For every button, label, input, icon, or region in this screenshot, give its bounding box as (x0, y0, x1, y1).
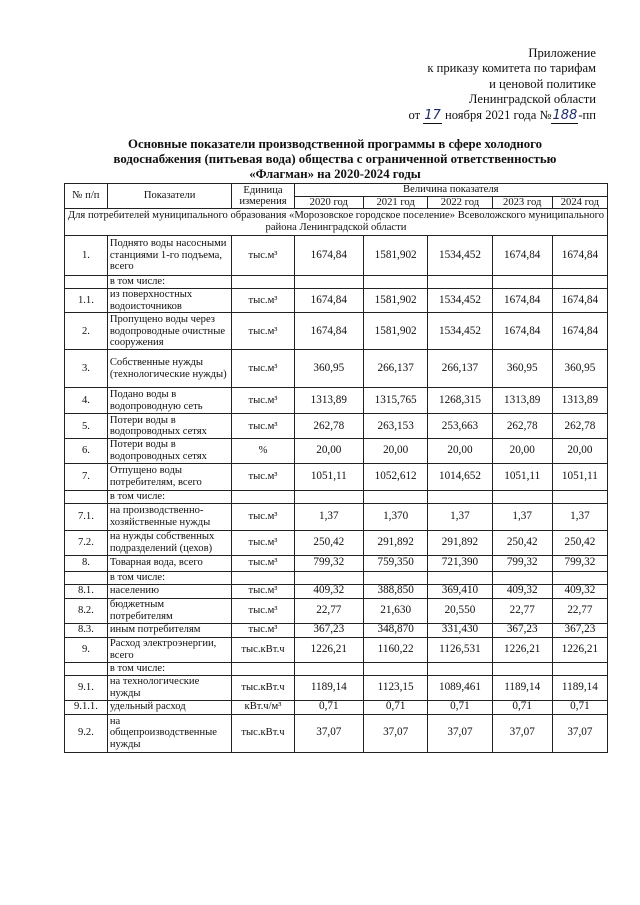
row-number: 7.1. (65, 503, 108, 530)
row-value (492, 276, 552, 289)
row-value: 0,71 (294, 700, 363, 714)
row-value: 1315,765 (364, 388, 428, 414)
row-value: 1123,15 (364, 675, 428, 700)
table-row (65, 637, 608, 662)
row-indicator: на нужды собственных подразделений (цехов) (107, 530, 232, 555)
row-value: 367,23 (294, 623, 363, 637)
row-value (552, 662, 607, 675)
row-value: 1,37 (552, 503, 607, 530)
row-value: 37,07 (492, 714, 552, 752)
col-header-year: 2022 год (428, 196, 492, 209)
row-value: 369,410 (428, 584, 492, 598)
row-unit: тыс.кВт.ч (232, 675, 294, 700)
row-value: 0,71 (364, 700, 428, 714)
row-unit: тыс.м³ (232, 584, 294, 598)
document-title (70, 137, 600, 183)
row-value: 1534,452 (428, 236, 492, 276)
row-value: 360,95 (492, 350, 552, 388)
row-value: 1674,84 (294, 313, 363, 350)
row-unit: кВт.ч/м³ (232, 700, 294, 714)
row-unit: тыс.кВт.ч (232, 637, 294, 662)
row-indicator: в том числе: (107, 490, 232, 503)
row-value: 266,137 (364, 350, 428, 388)
header-line: к приказу комитета по тарифам (427, 61, 596, 76)
row-number (65, 571, 108, 584)
order-line (296, 108, 596, 123)
table-row (65, 414, 608, 439)
row-value (428, 276, 492, 289)
table-row (65, 490, 608, 503)
row-number: 9.1. (65, 675, 108, 700)
row-value: 1534,452 (428, 313, 492, 350)
row-value (428, 662, 492, 675)
row-value: 20,00 (364, 439, 428, 463)
row-value: 331,430 (428, 623, 492, 637)
row-indicator: в том числе: (107, 571, 232, 584)
row-value: 0,71 (552, 700, 607, 714)
row-unit: тыс.м³ (232, 414, 294, 439)
row-unit: тыс.м³ (232, 313, 294, 350)
indicators-table (64, 183, 608, 753)
row-unit: тыс.м³ (232, 350, 294, 388)
row-value: 1674,84 (294, 236, 363, 276)
row-number: 8.3. (65, 623, 108, 637)
row-indicator: Потери воды в водопроводных сетях (107, 414, 232, 439)
row-number: 4. (65, 388, 108, 414)
row-value: 22,77 (492, 598, 552, 623)
row-value: 1052,612 (364, 463, 428, 490)
table-row (65, 598, 608, 623)
row-value: 409,32 (492, 584, 552, 598)
row-number: 6. (65, 439, 108, 463)
row-number: 8. (65, 555, 108, 571)
row-value: 721,390 (428, 555, 492, 571)
row-value: 1189,14 (492, 675, 552, 700)
order-number: 188 (552, 107, 578, 123)
row-value: 1,370 (364, 503, 428, 530)
row-value: 1313,89 (294, 388, 363, 414)
row-value: 1,37 (428, 503, 492, 530)
row-value: 1674,84 (492, 236, 552, 276)
row-value: 1674,84 (552, 236, 607, 276)
row-indicator: Отпущено воды потребителям, всего (107, 463, 232, 490)
row-unit: % (232, 439, 294, 463)
row-indicator: в том числе: (107, 662, 232, 675)
row-value: 262,78 (294, 414, 363, 439)
row-number: 9. (65, 637, 108, 662)
row-unit (232, 571, 294, 584)
row-value: 22,77 (294, 598, 363, 623)
row-number: 1. (65, 236, 108, 276)
row-unit: тыс.м³ (232, 463, 294, 490)
row-indicator: Собственные нужды (технологические нужды) (107, 350, 232, 388)
approval-header (296, 46, 596, 123)
row-value: 0,71 (492, 700, 552, 714)
row-indicator: Подано воды в водопроводную сеть (107, 388, 232, 414)
row-value: 262,78 (552, 414, 607, 439)
row-unit (232, 490, 294, 503)
row-indicator: Поднято воды насосными станциями 1-го подъема, всего (107, 236, 232, 276)
row-value (364, 276, 428, 289)
row-value: 1674,84 (492, 313, 552, 350)
table-row (65, 700, 608, 714)
row-value (428, 490, 492, 503)
row-value: 1674,84 (294, 289, 363, 313)
row-value: 20,00 (428, 439, 492, 463)
table-row (65, 289, 608, 313)
table-row (65, 276, 608, 289)
row-value: 1014,652 (428, 463, 492, 490)
row-value: 1581,902 (364, 236, 428, 276)
row-value: 37,07 (294, 714, 363, 752)
row-number: 1.1. (65, 289, 108, 313)
row-value: 1,37 (294, 503, 363, 530)
consumer-group-row: Для потребителей муниципального образования «Морозовское городское поселение» Всеволожского муниципального района Ленинградской области (65, 209, 608, 236)
row-indicator: Расход электроэнергии, всего (107, 637, 232, 662)
title-line: Основные показатели производственной программы в сфере холодного (128, 137, 542, 151)
row-value: 1160,22 (364, 637, 428, 662)
row-value: 21,630 (364, 598, 428, 623)
row-value: 1534,452 (428, 289, 492, 313)
table-row (65, 439, 608, 463)
header-line: Ленинградской области (468, 92, 596, 107)
row-value: 37,07 (364, 714, 428, 752)
row-unit: тыс.м³ (232, 555, 294, 571)
col-header-name: Показатели (107, 184, 232, 209)
row-value: 1,37 (492, 503, 552, 530)
row-indicator: бюджетным потребителям (107, 598, 232, 623)
row-value: 37,07 (552, 714, 607, 752)
row-unit (232, 662, 294, 675)
row-unit: тыс.м³ (232, 598, 294, 623)
row-value: 1126,531 (428, 637, 492, 662)
row-value: 367,23 (552, 623, 607, 637)
order-tail: -пп (578, 107, 596, 122)
row-number (65, 662, 108, 675)
row-indicator: из поверхностных водоисточников (107, 289, 232, 313)
header-line: Приложение (528, 46, 596, 60)
row-value (428, 571, 492, 584)
row-value: 0,71 (428, 700, 492, 714)
row-unit: тыс.м³ (232, 503, 294, 530)
row-indicator: иным потребителям (107, 623, 232, 637)
col-header-value: Величина показателя (294, 184, 607, 197)
row-value: 1674,84 (552, 313, 607, 350)
table-row (65, 555, 608, 571)
row-value: 250,42 (492, 530, 552, 555)
row-value: 291,892 (364, 530, 428, 555)
row-number (65, 276, 108, 289)
row-value: 1189,14 (552, 675, 607, 700)
row-value (294, 490, 363, 503)
row-number: 8.2. (65, 598, 108, 623)
row-value: 388,850 (364, 584, 428, 598)
row-unit: тыс.м³ (232, 623, 294, 637)
row-value: 291,892 (428, 530, 492, 555)
row-value: 409,32 (294, 584, 363, 598)
table-row (65, 530, 608, 555)
row-value (552, 490, 607, 503)
row-value: 348,870 (364, 623, 428, 637)
row-indicator: Потери воды в водопроводных сетях (107, 439, 232, 463)
order-suffix: ноября 2021 года № (444, 107, 552, 122)
col-header-year: 2023 год (492, 196, 552, 209)
row-value: 1189,14 (294, 675, 363, 700)
row-value: 20,00 (294, 439, 363, 463)
table-row (65, 623, 608, 637)
row-value: 250,42 (552, 530, 607, 555)
row-value: 37,07 (428, 714, 492, 752)
col-header-year: 2024 год (552, 196, 607, 209)
table-row (65, 584, 608, 598)
order-prefix: от (408, 107, 421, 122)
row-value: 409,32 (552, 584, 607, 598)
table-row (65, 350, 608, 388)
title-line: водоснабжения (питьевая вода) общества с ограниченной ответственностью (113, 152, 557, 167)
row-value (552, 276, 607, 289)
row-value: 1581,902 (364, 313, 428, 350)
row-indicator: на общепроизводственные нужды (107, 714, 232, 752)
table-body (65, 209, 608, 752)
table-row (65, 503, 608, 530)
col-header-unit: Единица измерения (232, 184, 294, 209)
row-number: 5. (65, 414, 108, 439)
row-value: 20,550 (428, 598, 492, 623)
row-indicator: населению (107, 584, 232, 598)
row-value (552, 571, 607, 584)
row-value: 1051,11 (492, 463, 552, 490)
row-value: 1313,89 (492, 388, 552, 414)
row-indicator: Товарная вода, всего (107, 555, 232, 571)
row-value: 1313,89 (552, 388, 607, 414)
row-value (364, 662, 428, 675)
row-value: 759,350 (364, 555, 428, 571)
row-indicator: в том числе: (107, 276, 232, 289)
table-row (65, 714, 608, 752)
row-number: 7.2. (65, 530, 108, 555)
row-value: 1674,84 (552, 289, 607, 313)
row-value: 1674,84 (492, 289, 552, 313)
row-value: 20,00 (492, 439, 552, 463)
row-unit: тыс.м³ (232, 289, 294, 313)
order-day: 17 (424, 107, 441, 123)
row-value: 253,663 (428, 414, 492, 439)
header-line: и ценовой политике (489, 76, 596, 91)
row-value: 1226,21 (552, 637, 607, 662)
row-value: 1268,315 (428, 388, 492, 414)
row-indicator: удельный расход (107, 700, 232, 714)
col-header-year: 2021 год (364, 196, 428, 209)
row-indicator: на технологические нужды (107, 675, 232, 700)
table-row (65, 463, 608, 490)
row-value: 1226,21 (492, 637, 552, 662)
row-value: 367,23 (492, 623, 552, 637)
row-number: 9.1.1. (65, 700, 108, 714)
row-indicator: Пропущено воды через водопроводные очистные сооружения (107, 313, 232, 350)
row-number (65, 490, 108, 503)
row-unit: тыс.м³ (232, 388, 294, 414)
row-unit (232, 276, 294, 289)
row-number: 9.2. (65, 714, 108, 752)
table-row (65, 571, 608, 584)
row-value: 20,00 (552, 439, 607, 463)
row-number: 3. (65, 350, 108, 388)
row-value: 263,153 (364, 414, 428, 439)
row-indicator: на производственно-хозяйственные нужды (107, 503, 232, 530)
row-value (294, 571, 363, 584)
row-unit: тыс.м³ (232, 236, 294, 276)
row-value: 1581,902 (364, 289, 428, 313)
row-value (492, 571, 552, 584)
row-number: 8.1. (65, 584, 108, 598)
row-value: 360,95 (294, 350, 363, 388)
col-header-num: № п/п (65, 184, 108, 209)
row-value: 799,32 (492, 555, 552, 571)
table-row (65, 662, 608, 675)
row-value: 1226,21 (294, 637, 363, 662)
row-value (364, 571, 428, 584)
row-value: 799,32 (552, 555, 607, 571)
col-header-year: 2020 год (294, 196, 363, 209)
row-value (294, 276, 363, 289)
row-value (294, 662, 363, 675)
row-value: 360,95 (552, 350, 607, 388)
row-number: 7. (65, 463, 108, 490)
row-value (492, 662, 552, 675)
row-value: 22,77 (552, 598, 607, 623)
row-value: 262,78 (492, 414, 552, 439)
row-value: 799,32 (294, 555, 363, 571)
table-row (65, 313, 608, 350)
row-unit: тыс.м³ (232, 530, 294, 555)
table-row (65, 675, 608, 700)
row-value: 1089,461 (428, 675, 492, 700)
table-row (65, 388, 608, 414)
row-value: 1051,11 (552, 463, 607, 490)
row-unit: тыс.кВт.ч (232, 714, 294, 752)
row-value: 266,137 (428, 350, 492, 388)
row-value: 250,42 (294, 530, 363, 555)
row-value (364, 490, 428, 503)
row-value (492, 490, 552, 503)
row-number: 2. (65, 313, 108, 350)
table-row (65, 236, 608, 276)
row-value: 1051,11 (294, 463, 363, 490)
title-line: «Флагман» на 2020-2024 годы (249, 167, 421, 182)
